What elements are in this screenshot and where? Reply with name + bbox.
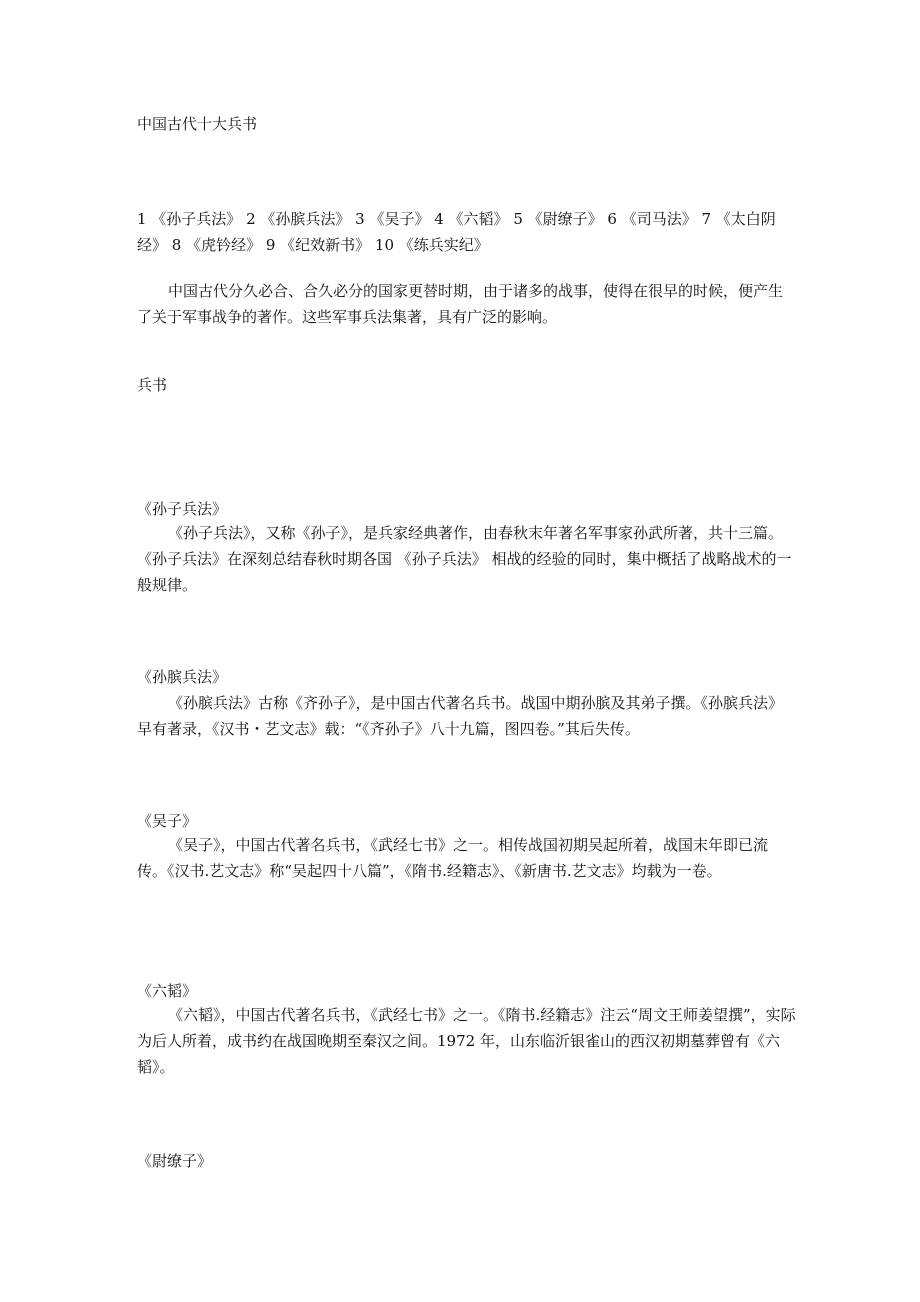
document-title: 中国古代十大兵书 (137, 115, 258, 133)
table-of-contents: 1 《孙子兵法》 2 《孙膑兵法》 3 《吴子》 4 《六韬》 5 《尉缭子》 6 《司马法》 7 《太白阴经》 8 《虎钤经》 9 《纪效新书》 10 《练兵实纪》 (137, 210, 776, 254)
entry-heading-sunzi: 《孙子兵法》 (137, 500, 228, 518)
entry-text-wuzi: 《吴子》，中国古代著名兵书，《武经七书》之一。相传战国初期吴起所着，战国末年即已流传。《汉书.艺文志》称“吴起四十八篇”，《隋书.经籍志》、《新唐书.艺文志》均载为一卷。 (137, 836, 769, 880)
entry-text-sunzi: 《孙子兵法》，又称《孙子》，是兵家经典著作，由春秋末年著名军事家孙武所著，共十三篇。《孙子兵法》在深刻总结春秋时期各国 《孙子兵法》 相战的经验的同时，集中概括了战略战术的一般规律。 (137, 524, 792, 594)
entry-heading-wuzi: 《吴子》 (137, 812, 198, 830)
entry-text-liutao: 《六韬》，中国古代著名兵书，《武经七书》之一。《隋书.经籍志》注云“周文王师姜望撰”，实际为后人所着，成书约在战国晚期至秦汉之间。1972 年，山东临沂银雀山的西汉初期墓葬曾有《六韬》。 (137, 1006, 796, 1076)
entry-heading-weiliaozi: 《尉缭子》 (137, 1152, 213, 1170)
entry-heading-liutao: 《六韬》 (137, 982, 198, 1000)
entry-text-sunbin: 《孙膑兵法》古称《齐孙子》，是中国古代著名兵书。战国中期孙膑及其弟子撰。《孙膑兵法》早有著录，《汉书・艺文志》载：“《齐孙子》八十九篇，图四卷。”其后失传。 (137, 694, 784, 738)
section-label: 兵书 (137, 376, 168, 394)
entry-heading-sunbin: 《孙膑兵法》 (137, 668, 228, 686)
intro-paragraph: 中国古代分久必合、合久必分的国家更替时期，由于诸多的战事，使得在很早的时候，便产生了关于军事战争的著作。这些军事兵法集著，具有广泛的影响。 (137, 282, 784, 326)
